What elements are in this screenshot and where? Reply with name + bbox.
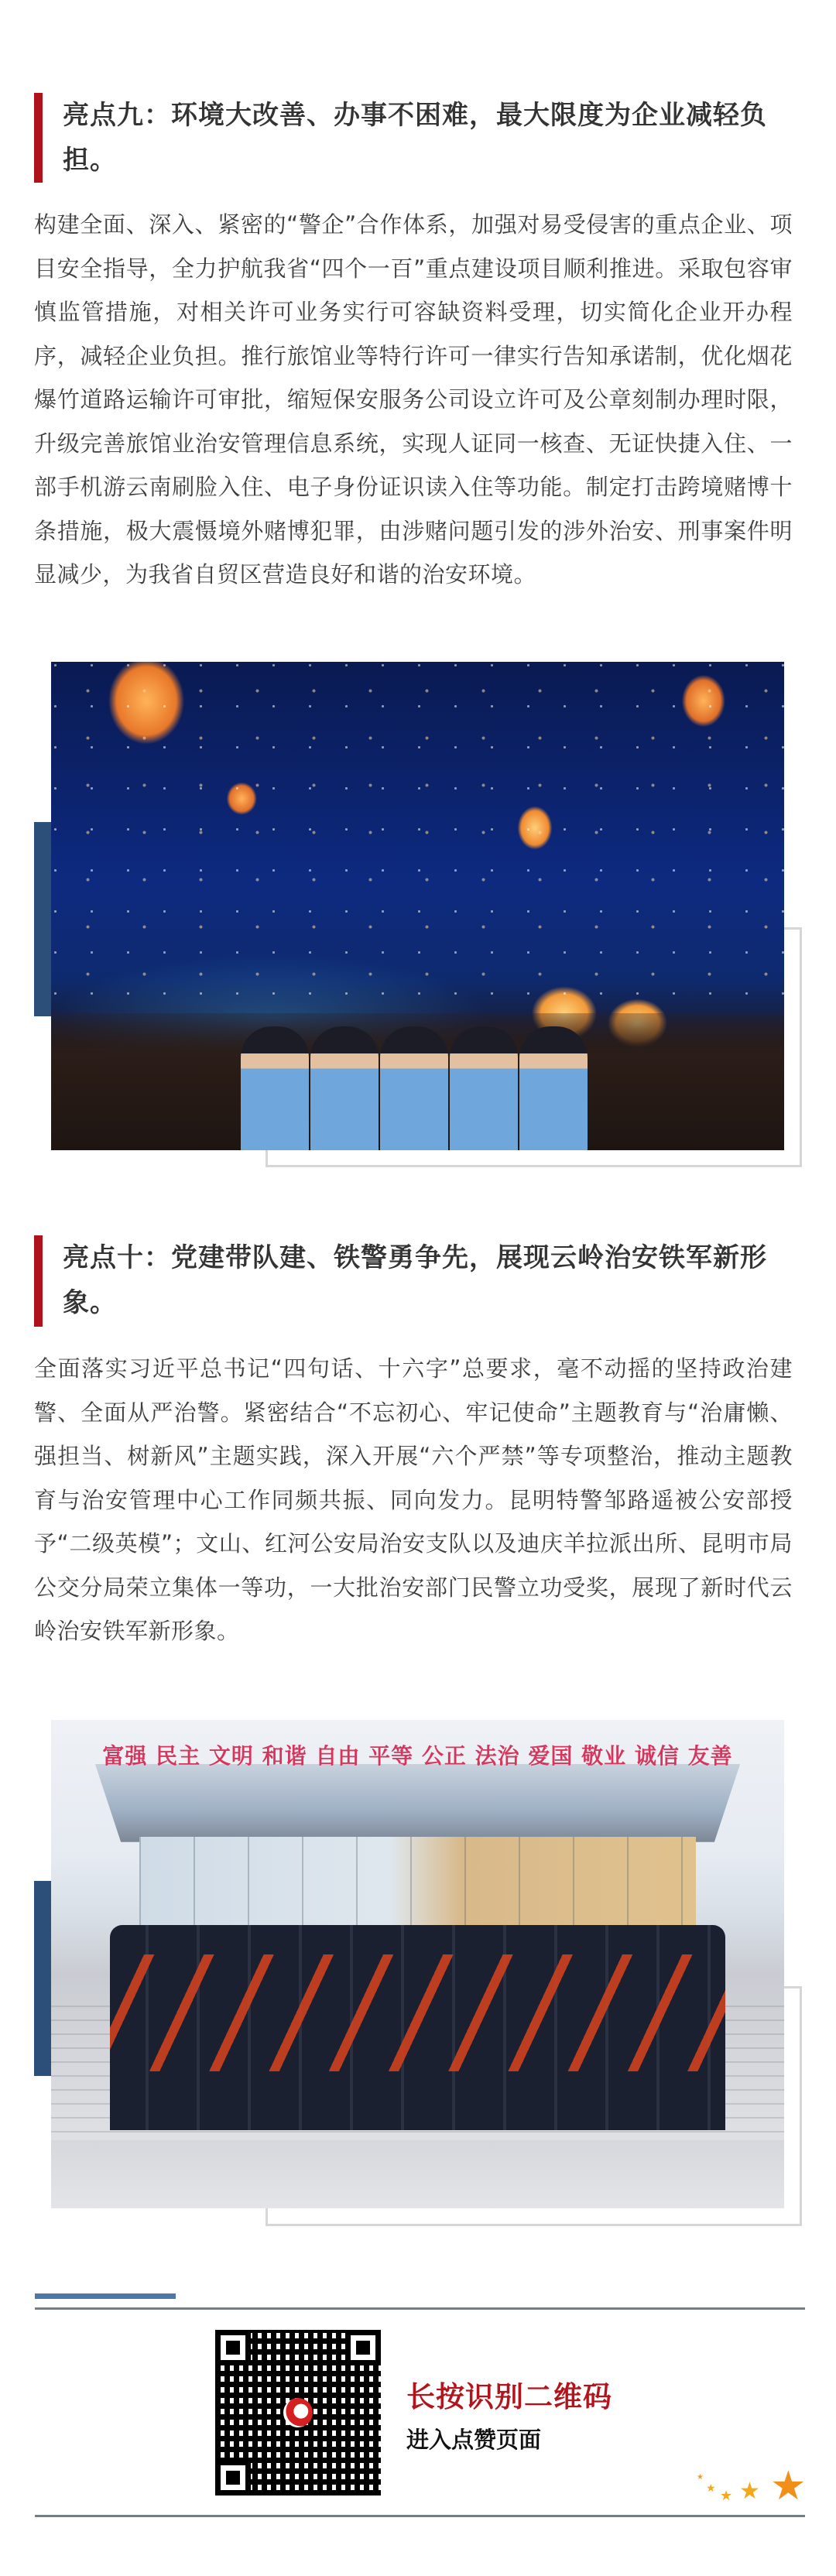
photo-side-bar	[34, 822, 52, 1016]
banner-slogan-text: 富强 民主 文明 和谐 自由 平等 公正 法治 爱国 敬业 诚信 友善	[102, 1743, 733, 1769]
stars-icon	[697, 2463, 809, 2513]
section-body-highlight-9: 构建全面、深入、紧密的“警企”合作体系，加强对易受侵害的重点企业、项目安全指导，全力护航我省“四个一百”重点建设项目顺利推进。采取包容审慎监管措施，对相关许可业务实行可容缺资料受理，切实简化企业开办程序，减轻企业负担。推行旅馆业等特行许可一律实行告知承诺制，优化烟花爆竹道路运输许可审批，缩短保安服务公司设立许可及公章刻制办理时限，升级完善旅馆业治安管理信息系统，实现人证同一核查、无证快捷入住、一部手机游云南刷脸入住、电子身份证识读入住等功能。制定打击跨境赌博十条措施，极大震慑境外赌博犯罪，由涉赌问题引发的涉外治安、刑事案件明显减少，为我省自贸区营造良好和谐的治安环境。	[34, 211, 793, 587]
qr-finder-pattern	[345, 2330, 381, 2365]
photo-side-bar	[34, 1881, 52, 2076]
qr-code-icon[interactable]	[215, 2330, 381, 2496]
star-icon: ★	[697, 2473, 704, 2482]
qr-finder-pattern	[215, 2460, 251, 2496]
footer-top-rule	[35, 2307, 805, 2310]
photo-group-honored-officers	[51, 1720, 784, 2208]
officer-figure	[450, 1026, 518, 1150]
qr-finder-pattern	[215, 2330, 251, 2365]
footer-accent-bar	[35, 2293, 176, 2299]
officer-figure	[241, 1026, 309, 1150]
star-icon: ★	[739, 2478, 760, 2505]
star-icon: ★	[770, 2463, 807, 2509]
qr-subtitle: 进入点赞页面	[406, 2427, 542, 2453]
star-icon: ★	[706, 2482, 716, 2495]
section-heading-highlight-10: 亮点十：党建带队建、铁警勇争先，展现云岭治安铁军新形象。	[34, 1235, 808, 1327]
section-heading-highlight-9: 亮点九：环境大改善、办事不困难，最大限度为企业减轻负担。	[34, 93, 808, 183]
star-icon: ★	[720, 2488, 733, 2504]
officer-figure	[310, 1026, 379, 1150]
officer-figure	[380, 1026, 448, 1150]
plaza-ground	[51, 2140, 784, 2208]
qr-logo-icon	[283, 2398, 313, 2427]
building-canopy	[95, 1764, 740, 1842]
officer-figure	[519, 1026, 588, 1150]
footer-bottom-rule	[35, 2515, 805, 2517]
section-body-highlight-10: 全面落实习近平总书记“四句话、十六字”总要求，毫不动摇的坚持政治建警、全面从严治警。紧密结合“不忘初心、牢记使命”主题教育与“治庸懒、强担当、树新风”主题实践，深入开展“六个严禁”等专项整治，推动主题教育与治安管理中心工作同频共振、同向发力。昆明特警邹路遥被公安部授予“二级英模”；文山、红河公安局治安支队以及迪庆羊拉派出所、昆明市局公交分局荣立集体一等功，一大批治安部门民警立功受奖，展现了新时代云岭治安铁军新形象。	[34, 1355, 793, 1644]
photo-police-sky-lanterns	[51, 662, 784, 1150]
sky-stars	[51, 662, 784, 1013]
qr-title: 长按识别二维码	[406, 2380, 612, 2413]
red-sashes	[110, 1954, 726, 2071]
